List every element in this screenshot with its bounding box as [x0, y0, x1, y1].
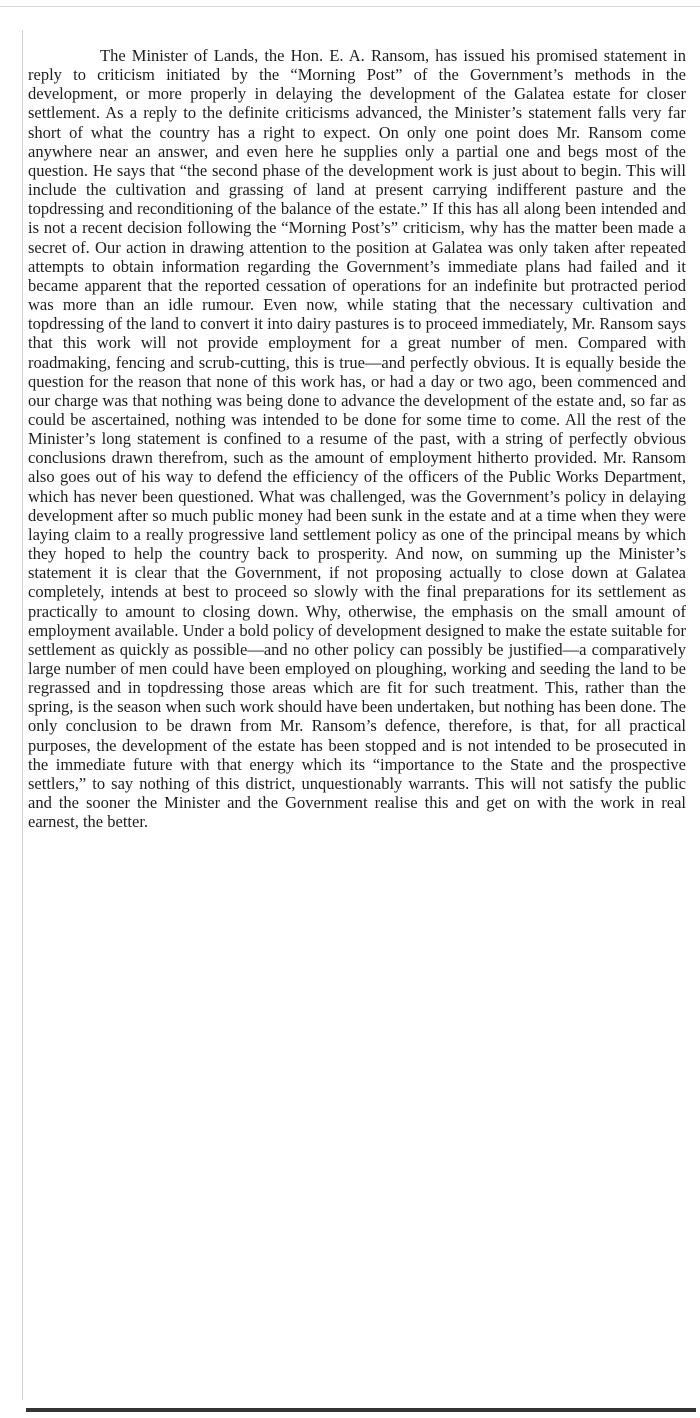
top-divider — [0, 6, 700, 7]
column-edge — [22, 30, 23, 1400]
bottom-divider — [26, 1408, 696, 1412]
editorial-paragraph: The Minister of Lands, the Hon. E. A. Ransom, has issued his promised statement in reply to criticism initiated by the “Morning Post” of the Government’s methods in the development, or more properly in delaying the development of the Galatea estate for closer settlement. As a reply to the definite criticisms advanced, the Minister’s statement falls very far short of what the country has a right to expect. On only one point does Mr. Ransom come anywhere near an answer, and even here he supplies only a partial one and begs most of the question. He says that “the second phase of the development work is just about to begin. This will include the cultivation and grassing of land at present carrying indifferent pasture and the topdressing and reconditioning of the balance of the estate.” If this has all along been intended and is not a recent decision following the “Morning Post’s” criticism, why has the matter been made a secret of. Our action in drawing attention to the position at Galatea was only taken after repeated attempts to obtain information regarding the Government’s immediate plans had failed and it became apparent that the reported cessation of operations for an indefinite but protracted period was more than an idle rumour. Even now, while stating that the necessary cultivation and topdressing of the land to convert it into dairy pastures is to proceed immediately, Mr. Ransom says that this work will not provide employment for a great number of men. Compared with roadmaking, fencing and scrub-cutting, this is true—and perfectly obvious. It is equally beside the question for the reason that none of this work has, or had a day or two ago, been commenced and our charge was that nothing was being done to advance the development of the estate and, so far as could be ascertained, nothing was intended to be done for some time to come. All the rest of the Minister’s long statement is confined to a resume of the past, with a string of perfectly obvious conclusions drawn therefrom, such as the amount of employment hitherto provided. Mr. Ransom also goes out of his way to defend the efficiency of the officers of the Public Works Department, which has never been questioned. What was challenged, was the Government’s policy in delaying development after so much public money had been sunk in the estate and at a time when they were laying claim to a really progressive land settlement policy as one of the principal means by which they hoped to help the country back to prosperity. And now, on summing up the Minister’s statement it is clear that the Government, if not proposing actually to close down at Galatea completely, intends at best to proceed so slowly with the final preparations for its settlement as practically to amount to closing down. Why, otherwise, the emphasis on the small amount of employment available. Under a bold policy of development designed to make the estate suitable for settlement as quickly as possible—and no other policy can possibly be justified—a comparatively large number of men could have been employed on ploughing, working and seeding the land to be regrassed and in topdressing those areas which are fit for such treatment. This, rather than the spring, is the season when such work should have been undertaken, but nothing has been done. The only conclusion to be drawn from Mr. Ransom’s defence, therefore, is that, for all practical purposes, the development of the estate has been stopped and is not intended to be prosecuted in the immediate future with that energy which its “importance to the State and the prospective settlers,” to say nothing of this district, unquestionably warrants. This will not satisfy the public and the sooner the Minister and the Government realise this and get on with the work in real earnest, the better. — [28, 46, 686, 832]
